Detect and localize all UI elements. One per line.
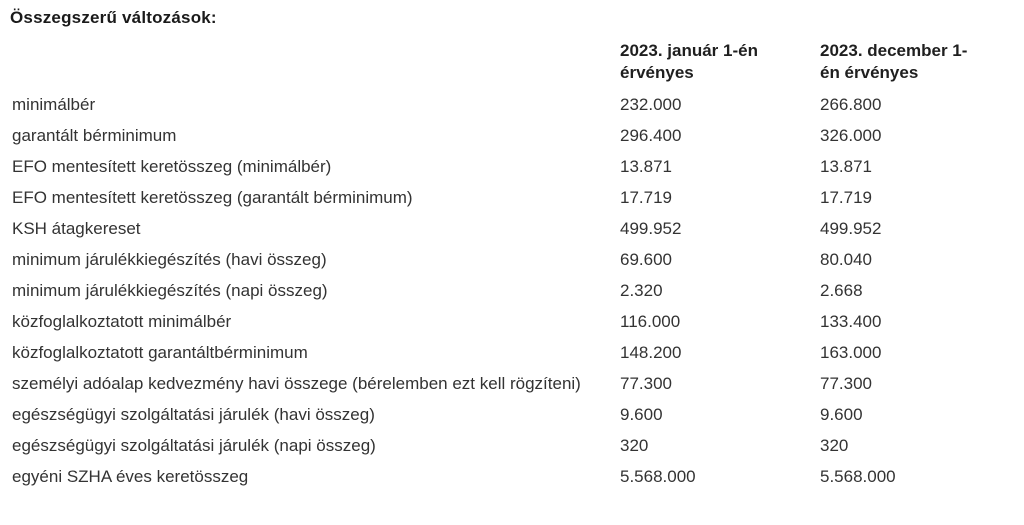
row-label: személyi adóalap kedvezmény havi összege (bérelemben ezt kell rögzíteni) xyxy=(12,374,581,393)
value-december: 77.300 xyxy=(820,374,872,393)
row-label: EFO mentesített keretösszeg (minimálbér) xyxy=(12,157,332,176)
table-row xyxy=(12,338,1020,369)
header-january-line2: érvényes xyxy=(620,63,694,82)
row-label: EFO mentesített keretösszeg (garantált bérminimum) xyxy=(12,188,413,207)
value-january: 9.600 xyxy=(620,405,663,424)
value-december: 2.668 xyxy=(820,281,863,300)
value-december: 163.000 xyxy=(820,343,882,362)
value-january: 5.568.000 xyxy=(620,467,696,486)
header-december-line2: én érvényes xyxy=(820,63,919,82)
value-january: 148.200 xyxy=(620,343,682,362)
value-december: 499.952 xyxy=(820,219,882,238)
table-row xyxy=(12,462,1020,493)
row-label: minimum járulékkiegészítés (napi összeg) xyxy=(12,281,328,300)
table-row xyxy=(12,307,1020,338)
row-label: egyéni SZHA éves keretösszeg xyxy=(12,467,249,486)
value-january: 116.000 xyxy=(620,312,681,331)
value-december: 320 xyxy=(820,436,849,455)
value-january: 2.320 xyxy=(620,281,663,300)
value-december: 17.719 xyxy=(820,188,872,207)
table-row xyxy=(12,276,1020,307)
value-december: 9.600 xyxy=(820,405,863,424)
value-january: 499.952 xyxy=(620,219,682,238)
table-body xyxy=(12,90,1020,493)
changes-table xyxy=(12,40,1020,493)
row-label: közfoglalkoztatott minimálbér xyxy=(12,312,232,331)
row-label: minimum járulékkiegészítés (havi összeg) xyxy=(12,250,327,269)
table-row xyxy=(12,90,1020,121)
row-label: KSH átagkereset xyxy=(12,219,141,238)
header-cell-empty xyxy=(12,40,620,90)
row-label: minimálbér xyxy=(12,95,96,114)
row-label: egészségügyi szolgáltatási járulék (napi összeg) xyxy=(12,436,376,455)
header-cell-december xyxy=(820,40,1020,90)
header-cell-january xyxy=(620,40,820,90)
row-label: egészségügyi szolgáltatási járulék (havi összeg) xyxy=(12,405,375,424)
value-december: 266.800 xyxy=(820,95,882,114)
table-row xyxy=(12,431,1020,462)
value-january: 320 xyxy=(620,436,649,455)
header-january-line1: 2023. január 1-én xyxy=(620,41,758,60)
table-row xyxy=(12,152,1020,183)
header-december-line1: 2023. december 1- xyxy=(820,41,968,60)
value-december: 133.400 xyxy=(820,312,882,331)
value-december: 80.040 xyxy=(820,250,872,269)
table-row xyxy=(12,183,1020,214)
table-row xyxy=(12,214,1020,245)
row-label: garantált bérminimum xyxy=(12,126,177,145)
value-january: 69.600 xyxy=(620,250,672,269)
page-title: Összegszerű változások: xyxy=(10,8,217,27)
value-january: 232.000 xyxy=(620,95,682,114)
value-december: 5.568.000 xyxy=(820,467,896,486)
header-row xyxy=(12,40,1020,90)
table-row xyxy=(12,369,1020,400)
value-january: 296.400 xyxy=(620,126,682,145)
value-january: 17.719 xyxy=(620,188,672,207)
table-header xyxy=(12,40,1020,90)
table-row xyxy=(12,121,1020,152)
table-row xyxy=(12,400,1020,431)
value-december: 13.871 xyxy=(820,157,872,176)
table-row xyxy=(12,245,1020,276)
value-december: 326.000 xyxy=(820,126,882,145)
value-january: 77.300 xyxy=(620,374,672,393)
row-label: közfoglalkoztatott garantáltbérminimum xyxy=(12,343,308,362)
value-january: 13.871 xyxy=(620,157,672,176)
